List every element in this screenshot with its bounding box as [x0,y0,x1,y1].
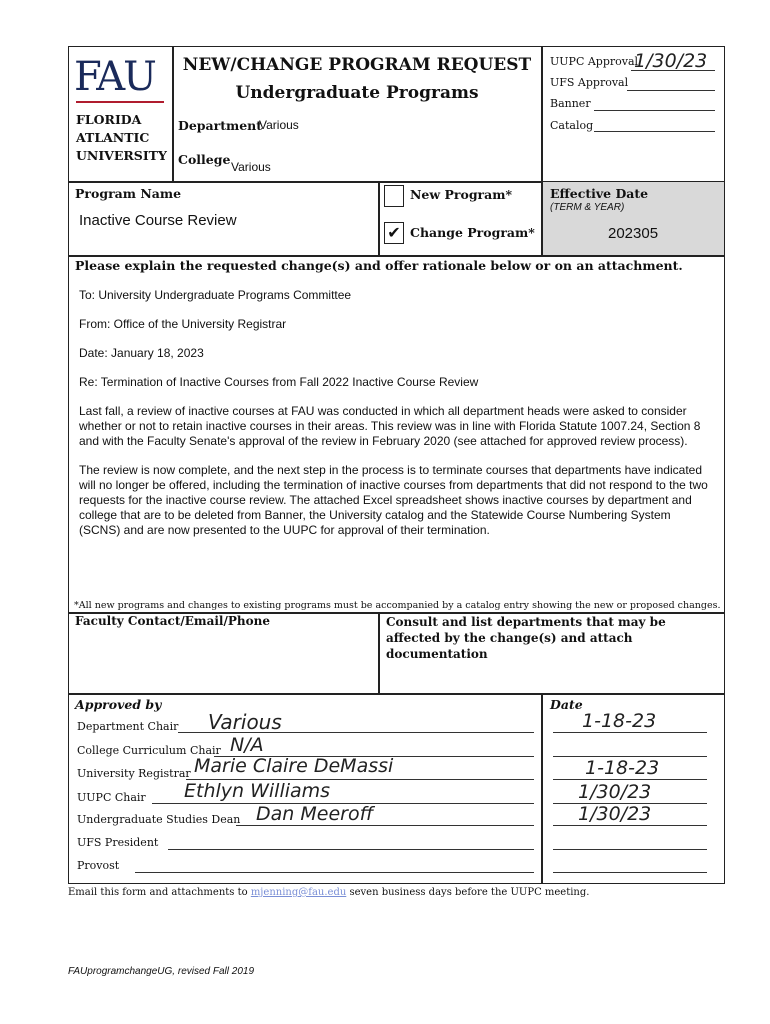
contact-divider [378,612,380,694]
program-divider-2 [541,182,543,256]
new-program-label: New Program* [410,187,513,202]
department-chair-line [178,732,534,733]
department-chair-signature[interactable]: Various [208,710,282,734]
provost-date-line[interactable] [553,872,707,873]
memo-from: From: Office of the University Registrar [79,317,287,331]
program-bottom-line [68,255,725,257]
undergraduate-dean-label: Undergraduate Studies Dean [77,813,241,826]
consult-label: Consult and list departments that may be affected by the change(s) and attach documentation [386,615,666,661]
email-prefix: Email this form and attachments to [68,887,251,898]
uupc-chair-label: UUPC Chair [77,791,146,804]
form-revision: FAUprogramchangeUG, revised Fall 2019 [68,966,255,977]
program-name-label: Program Name [75,186,182,201]
rationale-text[interactable] [79,288,711,538]
email-instructions [68,887,589,898]
undergraduate-dean-date[interactable]: 1/30/23 [578,803,652,825]
memo-paragraph-1: Last fall, a review of inactive courses at FAU was conducted in which all department heads were asked to consider whether or not to retain inactive courses in their areas. This review was in line with Florida Statute 1007.24, Section 8 and with the Faculty Senate's approval of the review in February 2020 (see attached for approved review process). [79,404,701,448]
university-registrar-label: University Registrar [77,767,191,780]
university-registrar-signature[interactable]: Marie Claire DeMassi [194,755,394,777]
banner-line[interactable] [594,110,715,111]
catalog-footnote: *All new programs and changes to existing programs must be accompanied by a catalog entry showing the new or proposed changes. [74,600,721,611]
catalog-label: Catalog [550,119,594,132]
ufs-approval-line[interactable] [627,90,715,91]
program-name-value[interactable]: Inactive Course Review [79,212,237,229]
ufs-approval-label: UFS Approval [550,76,629,89]
contact-bottom-line [68,693,725,695]
approved-by-label: Approved by [75,697,162,712]
department-chair-date-line [553,732,707,733]
email-suffix: seven business days before the UUPC meeting. [346,887,590,898]
approval-divider [541,693,543,883]
change-program-label: Change Program* [410,225,535,240]
ufs-president-line[interactable] [168,849,534,850]
university-registrar-date-line [553,779,707,780]
memo-date: Date: January 18, 2023 [79,346,204,360]
date-column-label: Date [550,697,583,712]
header-divider-right [541,46,543,182]
fau-logo [74,55,166,105]
change-program-checkbox[interactable]: ✔ [384,222,404,244]
department-chair-date[interactable]: 1-18-23 [582,710,657,732]
department-chair-label: Department Chair [77,720,179,733]
effective-date-value[interactable]: 202305 [608,225,659,242]
email-link[interactable]: mjenning@fau.edu [250,887,347,898]
uupc-chair-date[interactable]: 1/30/23 [578,781,652,803]
department-value[interactable]: Various [259,118,299,132]
provost-label: Provost [77,859,120,872]
effective-date-sub: (TERM & YEAR) [550,202,625,213]
provost-line[interactable] [135,872,534,873]
banner-label: Banner [550,97,591,110]
form-subtitle: Undergraduate Programs [235,83,479,103]
ufs-president-label: UFS President [77,836,159,849]
program-divider-1 [378,182,380,256]
undergraduate-dean-line [236,825,534,826]
uupc-approval-value[interactable]: 1/30/23 [634,50,708,72]
university-name: FLORIDA ATLANTIC UNIVERSITY [76,112,167,163]
effective-date-label: Effective Date [550,186,649,201]
college-curriculum-chair-signature[interactable]: N/A [230,734,264,756]
new-program-checkbox[interactable] [384,185,404,207]
faculty-contact-field[interactable] [75,632,371,690]
fau-logo-text: FAU [74,54,155,100]
faculty-contact-label: Faculty Contact/Email/Phone [75,614,270,628]
undergraduate-dean-date-line [553,825,707,826]
uupc-chair-signature[interactable]: Ethlyn Williams [184,780,331,802]
memo-to: To: University Undergraduate Programs Committee [79,288,352,302]
form-title: NEW/CHANGE PROGRAM REQUEST [182,55,532,75]
catalog-line[interactable] [594,131,715,132]
header-divider-left [172,46,174,182]
uupc-approval-label: UUPC Approval [550,55,639,68]
college-label: College [178,152,231,167]
memo-re: Re: Termination of Inactive Courses from Fall 2022 Inactive Course Review [79,375,479,389]
fau-logo-underline [76,101,164,103]
ufs-president-date-line[interactable] [553,849,707,850]
rationale-heading: Please explain the requested change(s) and offer rationale below or on an attachment. [75,258,683,273]
college-curriculum-chair-label: College Curriculum Chair [77,744,221,757]
undergraduate-dean-signature[interactable]: Dan Meeroff [256,803,374,825]
college-value[interactable]: Various [231,160,271,174]
department-label: Department [178,118,263,133]
university-registrar-date[interactable]: 1-18-23 [585,757,660,779]
uupc-approval-line [631,70,715,71]
memo-paragraph-2: The review is now complete, and the next step in the process is to terminate courses that departments have indicated will no longer be offered, including the termination of inactive courses from departments that did not respond to the two requests for the inactive course review. The attached Excel spreadsheet shows inactive courses by department and college that are to be deleted from Banner, the University catalog and the Statewide Course Numbering System (SCNS) and are now presented to the UUPC for approval of their termination. [79,463,708,537]
